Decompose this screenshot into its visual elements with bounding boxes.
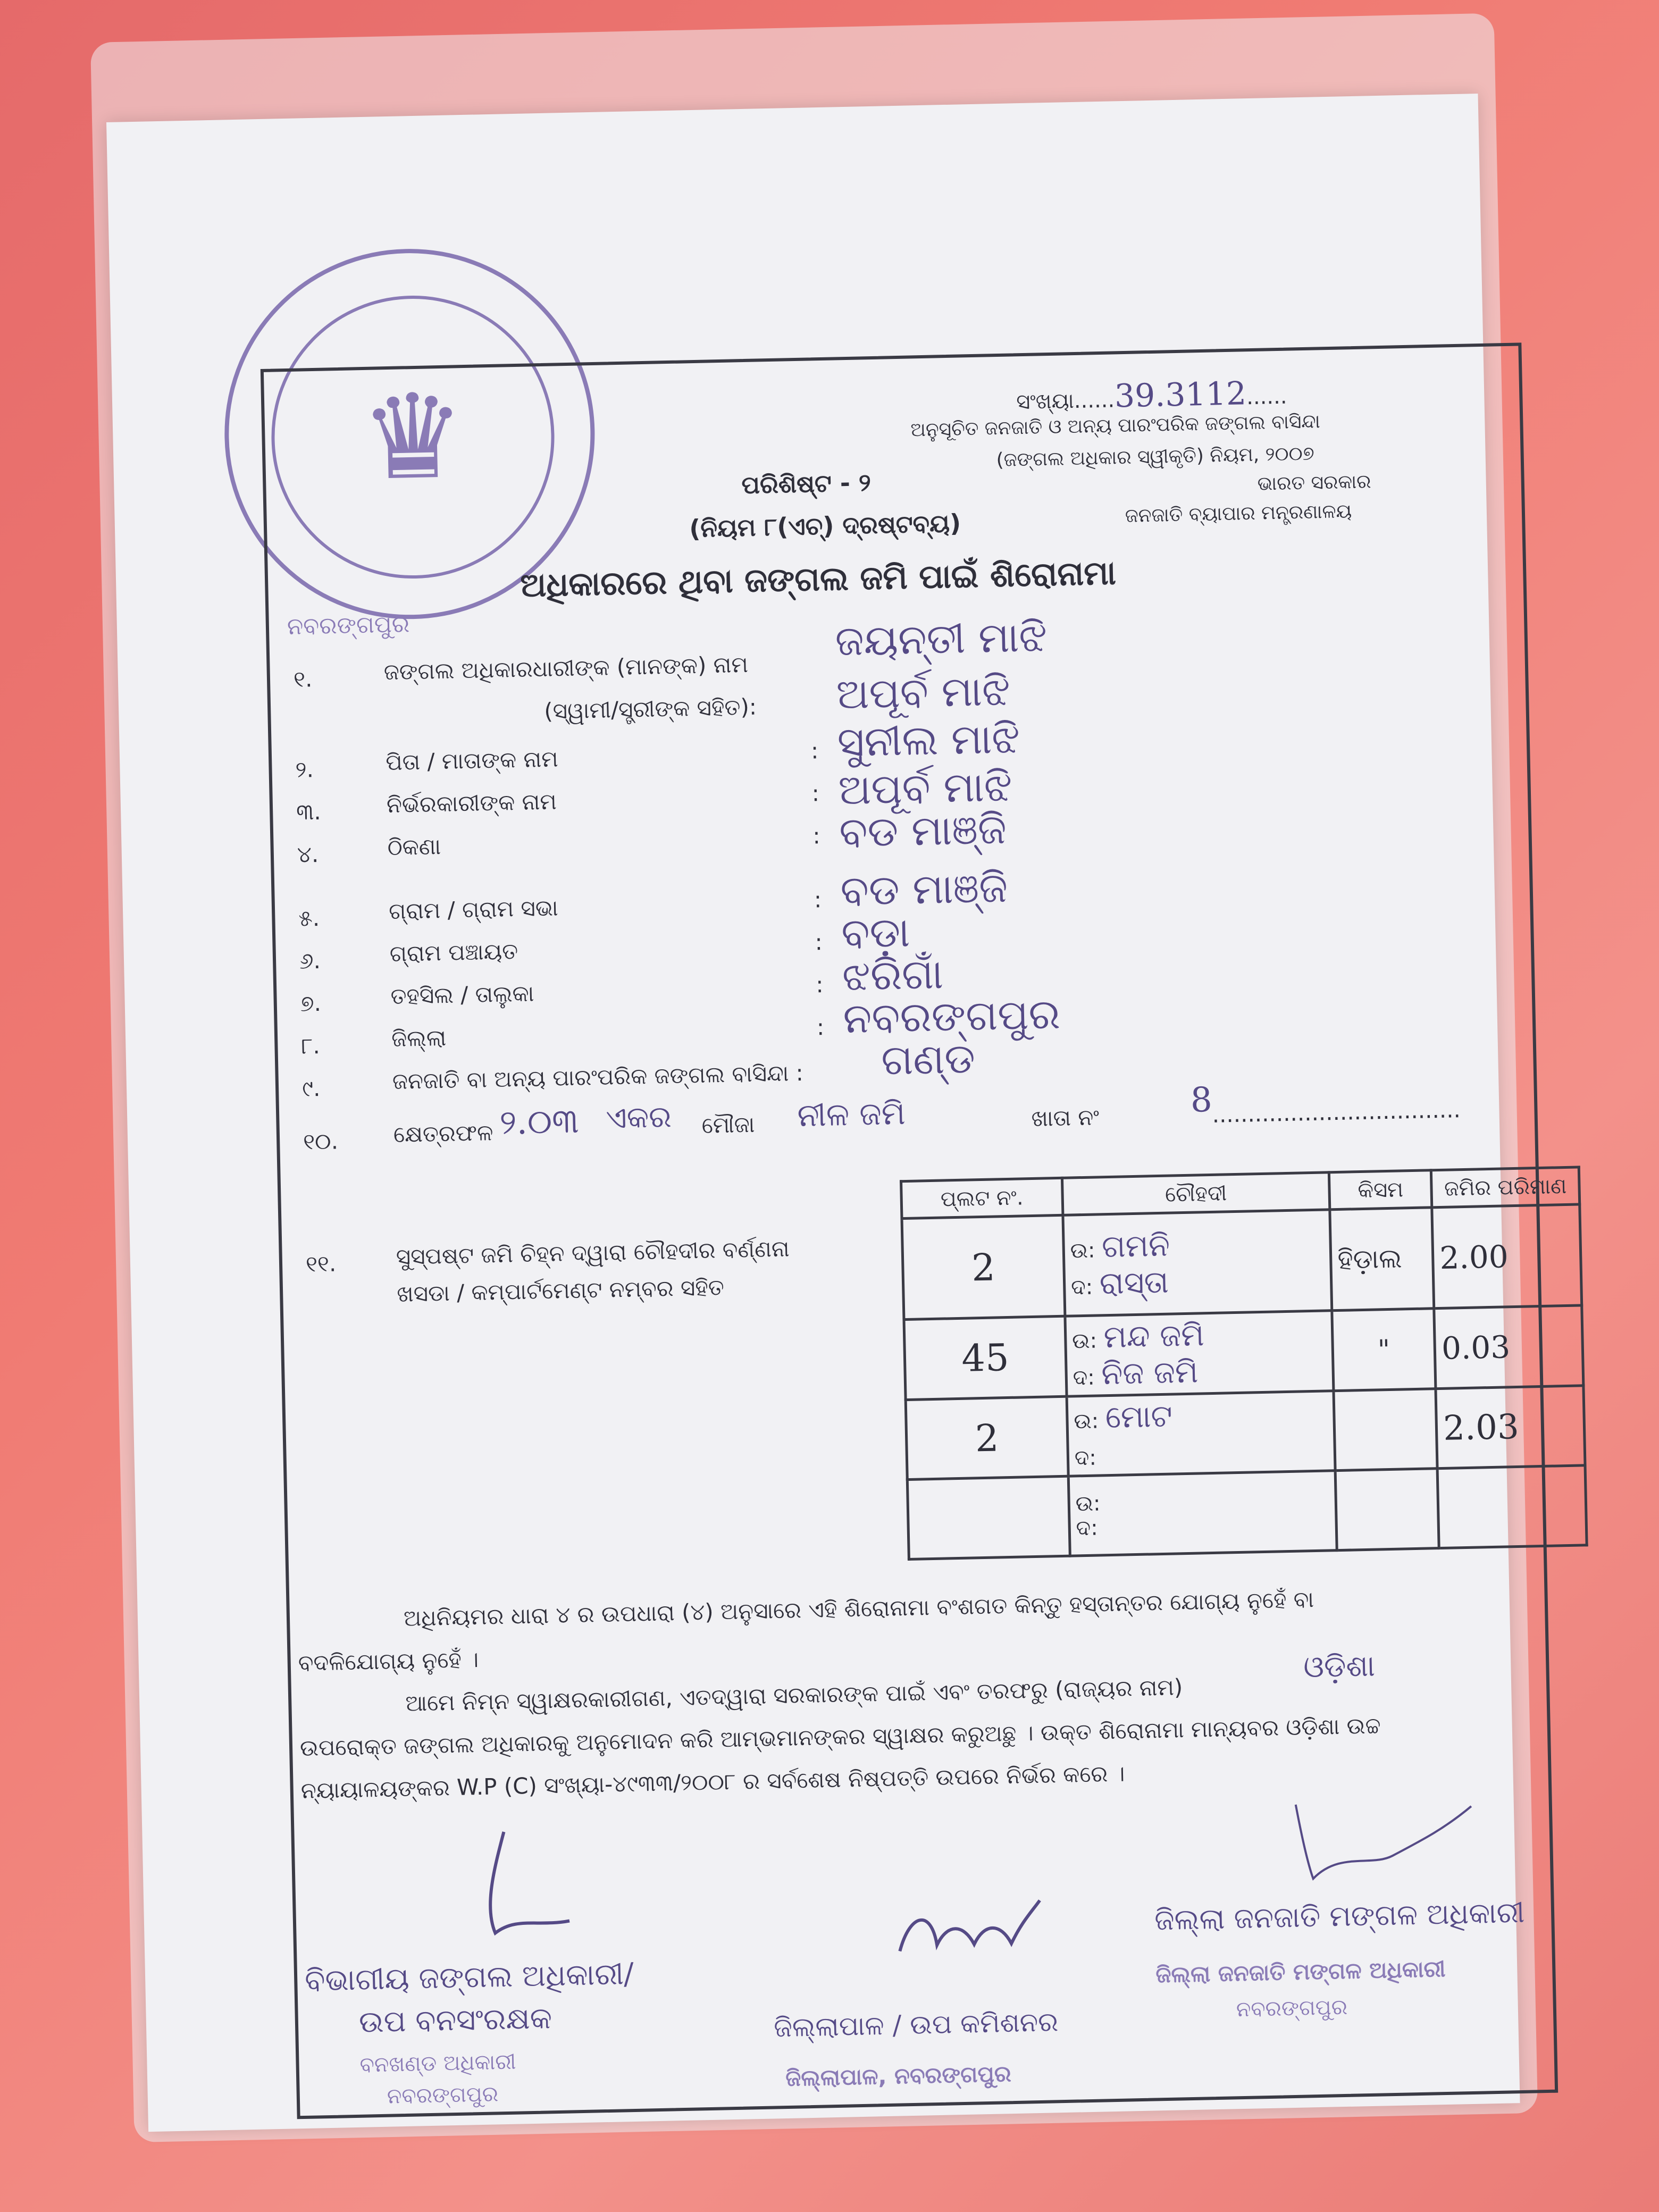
field-num: ୨. xyxy=(295,756,314,783)
seal-text: ନବରଙ୍ଗପୁର xyxy=(287,610,410,641)
plot-number: 2 xyxy=(906,1396,1068,1479)
field-value-district: ନବରଙ୍ଗପୁର xyxy=(842,990,1061,1043)
land-area xyxy=(1437,1465,1587,1548)
field-label-village: ଗ୍ରାମ / ଗ୍ରାମ ସଭା xyxy=(388,894,558,925)
stamp-collector: ଜିଲ୍ଲାପାଳ, ନବରଙ୍ଗପୁର xyxy=(785,2060,1012,2092)
field-value-tehsil: ଝରିଗାଁ xyxy=(842,950,944,1001)
column-header: କିସମ xyxy=(1329,1170,1432,1210)
land-type: " xyxy=(1332,1309,1436,1391)
land-type: ହିଡ଼ାଲ xyxy=(1330,1208,1434,1311)
plot-number: 2 xyxy=(902,1215,1065,1319)
field-num: ୮. xyxy=(300,1032,321,1059)
stamp-dwo: ଜିଲ୍ଲା ଜନଜାତି ମଙ୍ଗଳ ଅଧିକାରୀ xyxy=(1155,1956,1446,1988)
stamp-dfo-place: ନବରଙ୍ଗପୁର xyxy=(387,2082,499,2109)
signature-dfo xyxy=(472,1825,581,1944)
south-value: ରାସ୍ତା xyxy=(1099,1263,1169,1301)
field-num: ୪. xyxy=(297,841,319,868)
dfo-title-1: ବିଭାଗୀୟ ଜଙ୍ଗଲ ଅଧିକାରୀ/ xyxy=(304,1957,634,1998)
boundary-cell xyxy=(1063,1210,1332,1316)
field-label-district: ଜିଲ୍ଲା xyxy=(391,1024,447,1052)
north-prefix: ଉ: xyxy=(1073,1409,1099,1434)
declaration-line-1: ଅଧିନିୟମର ଧାରା ୪ ର ଉପଧାରା (୪) ଅନୁସାରେ ଏହି ଶିରୋନାମା ବଂଶଗତ କିନ୍ତୁ ହସ୍ତାନ୍ତର ଯୋଗ୍ୟ ନୁହେଁ ବା xyxy=(403,1586,1314,1631)
boundary-cell xyxy=(1067,1391,1335,1476)
act-line-2: (ଜଙ୍ଗଲ ଅଧିକାର ସ୍ୱୀକୃତି) ନିୟମ, ୨୦୦୭ xyxy=(996,442,1315,472)
field-label-panchayat: ଗ୍ରାମ ପଞ୍ଚାୟତ xyxy=(389,938,518,967)
field-value-dependent: ଅପୂର୍ବ ମାଝି xyxy=(837,763,1013,815)
field-label-parent: ପିତା / ମାତାଙ୍କ ନାମ xyxy=(385,745,559,776)
land-area: 2.03 xyxy=(1436,1386,1585,1469)
south-prefix: ଦ: xyxy=(1076,1515,1099,1540)
field-value-panchayat: ବଡ଼ା xyxy=(841,908,910,958)
north-prefix: ଉ: xyxy=(1070,1238,1095,1263)
mouza-label: ମୌଜା xyxy=(701,1111,755,1138)
act-line-4: ଜନଜାତି ବ୍ୟାପାର ମନ୍ତ୍ରଣାଳୟ xyxy=(1125,500,1352,527)
north-value: ମନ୍ଦ ଜମି xyxy=(1103,1317,1205,1355)
serial-label: ସଂଖ୍ୟା xyxy=(1016,389,1075,415)
boundary-num: ୧୧. xyxy=(305,1250,337,1277)
declaration-line-4: ଉପରୋକ୍ତ ଜଙ୍ଗଲ ଅଧିକାରକୁ ଅନୁମୋଦନ କରି ଆମ୍ଭମାନଙ୍କର ସ୍ୱାକ୍ଷର କରୁଅଛୁ । ଉକ୍ତ ଶିରୋନାମା ମାନ୍ୟବର ଓଡ଼ିଶା ଉଚ୍ଚ xyxy=(299,1712,1381,1762)
stamp-dfo: ବନଖଣ୍ଡ ଅଧିକାରୀ xyxy=(359,2049,516,2077)
land-type xyxy=(1335,1469,1439,1551)
field-value-village: ବଡ ମାଞ୍ଜି xyxy=(840,864,1008,916)
dfo-title-2: ଉପ ବନସଂରକ୍ଷକ xyxy=(358,2001,552,2040)
serial-row: ସଂଖ୍ୟା......39.3112...... xyxy=(1016,375,1287,415)
land-area: 0.03 xyxy=(1434,1305,1583,1389)
field-label-dependent: ନିର୍ଭରକାରୀଙ୍କ ନାମ xyxy=(386,788,557,818)
column-header: ଜମିର ପରିମାଣ xyxy=(1431,1167,1580,1208)
signature-dwo xyxy=(1285,1796,1478,1885)
table-row xyxy=(902,1204,1582,1320)
mouza-value: ନୀଳ ଜମି xyxy=(797,1094,906,1135)
boundary-label-2: ଖସଡା / କମ୍ପାର୍ଟମେଣ୍ଟ ନମ୍ବର ସହିତ xyxy=(396,1274,725,1308)
south-prefix: ଦ: xyxy=(1073,1365,1095,1390)
north-value: ମୋଟ xyxy=(1105,1397,1173,1436)
field-label-tehsil: ତହସିଲ / ତାଲୁକା xyxy=(390,980,534,1010)
area-value: ୨.୦୩ xyxy=(499,1101,580,1143)
field-label-spouse: (ସ୍ୱାମୀ/ସ୍ତ୍ରୀଙ୍କ ସହିତ): xyxy=(543,693,757,724)
title-document: ♛ ନବରଙ୍ଗପୁର ସଂଖ୍ୟା......39.3112...... ଅନୁସୂଚିତ ଜନଜାତି ଓ ଅନ୍ୟ ପାରଂପରିକ ଜଙ୍ଗଲ ବାସିନ୍ଦା (ଜଙ୍ଗଲ ଅଧିକାର ସ୍ୱୀକୃତି) ନିୟମ, ୨୦୦୭ ଭାରତ ସରକାର ଜନଜାତି ବ୍ୟାପାର ମନ୍ତ୍ରଣାଳୟ ପରିଶିଷ୍ଟ - ୨ (ନିୟମ ୮(ଏଚ୍) ଦ୍ରଷ୍ଟବ୍ୟ) ଅଧିକାରରେ ଥିବା ଜଙ୍ଗଲ ଜମି ପାଇଁ ଶିରୋନାମା ୧. ଜଙ୍ଗଲ ଅଧିକାରଧାରୀଙ୍କ (ମାନଙ୍କ) ନାମ ଜୟନ୍ତୀ ମାଝି (ସ୍ୱାମୀ/ସ୍ତ୍ରୀଙ୍କ ସହିତ): ଅପୂର୍ବ ମାଝି ୨. ପିତା / ମାତାଙ୍କ ନାମ : ସୁନୀଲ ମାଝି ୩. ନିର୍ଭରକାରୀଙ୍କ ନାମ : ଅପୂର୍ବ ମାଝି ୪. ଠିକଣା : ବଡ ମାଞ୍ଜି ୫. ଗ୍ରାମ / ଗ୍ରାମ ସଭା : ବଡ ମାଞ୍ଜି ୬. ଗ୍ରାମ ପଞ୍ଚାୟତ : ବଡ଼ା ୭. ତହସିଲ / ତାଲୁକା : ଝରିଗାଁ ୮. ଜିଲ୍ଲା : ନବରଙ୍ଗପୁର ୯. ଜନଜାତି ବା ଅନ୍ୟ ପାରଂପରିକ ଜଙ୍ଗଲ ବାସିନ୍ଦା : ଗଣ୍ଡ ୧୦. କ୍ଷେତ୍ରଫଳ ୨.୦୩ ଏକର ମୌଜା ନୀଳ ଜମି ଖାତା ନଂ 8 ................................... ୧୧. ସୁସ୍ପଷ୍ଟ ଜମି ଚିହ୍ନ ଦ୍ୱାରା ଚୌହଦୀର ବର୍ଣ୍ଣନା ଖସଡା / କମ୍ପାର୍ଟମେଣ୍ଟ ନମ୍ବର ସହିତ ପ୍ଲଟ ନଂ. ଚୌହଦୀ କିସମ ଜମିର ପରିମାଣ 2 ଉ: ଗମନି ଦ: ରାସ୍ତା ହିଡ଼ାଲ 2.00 45 ଉ: ମନ୍ଦ ଜମି ଦ: ନିଜ ଜମି " 0.03 2 ଉ: ମୋଟ ଦ: 2.03 ଉ: ଦ: ଅଧିନିୟମର ଧାରା ୪ ର ଉପଧାରା (୪) ଅନୁସାରେ ଏହି ଶିରୋନାମା ବଂଶଗତ କିନ୍ତୁ ହସ୍ତାନ୍ତର ଯୋଗ୍ୟ ନୁହେଁ ବା ବଦଳିଯୋଗ୍ୟ ନୁହେଁ । ଆମେ ନିମ୍ନ ସ୍ୱାକ୍ଷରକାରୀଗଣ, ଏତଦ୍ୱାରା ସରକାରଙ୍କ ପାଇଁ ଏବଂ ତରଫରୁ (ରାଜ୍ୟର ନାମ) ଓଡ଼ିଶା ଉପରୋକ୍ତ ଜଙ୍ଗଲ ଅଧିକାରକୁ ଅନୁମୋଦନ କରି ଆମ୍ଭମାନଙ୍କର ସ୍ୱାକ୍ଷର କରୁଅଛୁ । ଉକ୍ତ ଶିରୋନାମା ମାନ୍ୟବର ଓଡ଼ିଶା ଉଚ୍ଚ ନ୍ୟାୟାଳୟଙ୍କର W.P (C) ସଂଖ୍ୟା-୪୯୩୩/୨୦୦୮ ର ସର୍ବଶେଷ ନିଷ୍ପତ୍ତି ଉପରେ ନିର୍ଭର କରେ । ବିଭାଗୀୟ ଜଙ୍ଗଲ ଅଧିକାରୀ/ ଉପ ବନସଂରକ୍ଷକ ବନଖଣ୍ଡ ଅଧିକାରୀ ନବରଙ୍ଗପୁର ଜିଲ୍ଲାପାଳ / ଉପ କମିଶନର ଜିଲ୍ଲାପାଳ, ନବରଙ୍ଗପୁର ଜିଲ୍ଲା ଜନଜାତି ମଙ୍ଗଳ ଅଧିକାରୀ ଜିଲ୍ଲା ଜନଜାତି ମଙ୍ଗଳ ଅଧିକାରୀ ନବରଙ୍ଗପୁର xyxy=(106,94,1520,2132)
declaration-line-5: ନ୍ୟାୟାଳୟଙ୍କର W.P (C) ସଂଖ୍ୟା-୪୯୩୩/୨୦୦୮ ର ସର୍ବଶେଷ ନିଷ୍ପତ୍ତି ଉପରେ ନିର୍ଭର କରେ । xyxy=(300,1760,1125,1804)
boundary-cell xyxy=(1065,1311,1334,1396)
field-num: ୩. xyxy=(296,798,322,825)
boundary-cell xyxy=(1068,1471,1337,1556)
table-row xyxy=(906,1386,1585,1480)
document-title: ଅଧିକାରରେ ଥିବା ଜଙ୍ଗଲ ଜମି ପାଇଁ ଶିରୋନାମା xyxy=(520,553,1117,605)
north-prefix: ଉ: xyxy=(1071,1328,1097,1354)
act-line-1: ଅନୁସୂଚିତ ଜନଜାତି ଓ ଅନ୍ୟ ପାରଂପରିକ ଜଙ୍ଗଲ ବାସିନ୍ଦା xyxy=(910,410,1321,441)
field-label-address: ଠିକଣା xyxy=(387,833,441,861)
act-line-3: ଭାରତ ସରକାର xyxy=(1257,471,1371,495)
south-prefix: ଦ: xyxy=(1070,1275,1093,1300)
land-area: 2.00 xyxy=(1432,1204,1582,1309)
field-value-tribe: ଗଣ୍ଡ xyxy=(881,1035,976,1085)
north-value: ଗମନି xyxy=(1101,1227,1170,1264)
serial-number: 39.3112 xyxy=(1114,375,1247,415)
state-name: ଓଡ଼ିଶା xyxy=(1303,1648,1376,1685)
field-value-address: ବଡ ମାଞ୍ଜି xyxy=(839,805,1007,857)
field-label-tribe: ଜନଜାତି ବା ଅନ୍ୟ ପାରଂପରିକ ଜଙ୍ଗଲ ବାସିନ୍ଦା : xyxy=(392,1059,804,1095)
boundary-label-1: ସୁସ୍ପଷ୍ଟ ଜମି ଚିହ୍ନ ଦ୍ୱାରା ଚୌହଦୀର ବର୍ଣ୍ଣନା xyxy=(396,1235,790,1270)
field-num: ୫. xyxy=(298,904,320,932)
field-value-spouse: ଅପୂର୍ବ ମାଝି xyxy=(835,667,1011,719)
plot-number xyxy=(907,1476,1070,1559)
field-value-parent: ସୁନୀଲ ମାଝି xyxy=(836,715,1020,767)
area-num: ୧୦. xyxy=(303,1128,339,1155)
field-value-holder-name: ଜୟନ୍ତୀ ମାଝି xyxy=(834,613,1048,666)
table-row xyxy=(907,1465,1587,1560)
plot-number: 45 xyxy=(904,1316,1067,1400)
column-header: ପ୍ଲଟ ନଂ. xyxy=(901,1178,1063,1218)
emblem-icon: ♛ xyxy=(269,293,557,582)
stamp-dwo-place: ନବରଙ୍ଗପୁର xyxy=(1236,1995,1348,2022)
signature-collector xyxy=(888,1890,1049,1967)
field-num: ୯. xyxy=(301,1075,321,1102)
south-value: ନିଜ ଜମି xyxy=(1101,1353,1199,1392)
rule-label: (ନିୟମ ୮(ଏଚ୍) ଦ୍ରଷ୍ଟବ୍ୟ) xyxy=(689,508,961,543)
field-num: ୧. xyxy=(293,666,313,692)
area-unit: ଏକର xyxy=(605,1100,672,1136)
field-label-holder-name: ଜଙ୍ଗଲ ଅଧିକାରଧାରୀଙ୍କ (ମାନଙ୍କ) ନାମ xyxy=(383,651,749,685)
collector-title: ଜିଲ୍ଲାପାଳ / ଉପ କମିଶନର xyxy=(773,2006,1059,2043)
annex-label: ପରିଶିଷ୍ଟ - ୨ xyxy=(741,468,872,500)
table-row xyxy=(904,1305,1583,1400)
khata-value: 8 xyxy=(1190,1080,1213,1120)
area-label: କ୍ଷେତ୍ରଫଳ xyxy=(393,1119,493,1148)
field-num: ୬. xyxy=(299,947,321,974)
column-header: ଚୌହଦୀ xyxy=(1062,1172,1330,1216)
dwo-title: ଜିଲ୍ଲା ଜନଜାତି ମଙ୍ଗଳ ଅଧିକାରୀ xyxy=(1154,1895,1525,1937)
declaration-line-2: ବଦଳିଯୋଗ୍ୟ ନୁହେଁ । xyxy=(298,1646,479,1677)
north-prefix: ଉ: xyxy=(1075,1490,1101,1516)
declaration-line-3: ଆମେ ନିମ୍ନ ସ୍ୱାକ୍ଷରକାରୀଗଣ, ଏତଦ୍ୱାରା ସରକାରଙ୍କ ପାଇଁ ଏବଂ ତରଫରୁ (ରାଜ୍ୟର ନାମ) xyxy=(405,1674,1183,1716)
land-type xyxy=(1334,1389,1437,1471)
field-num: ୭. xyxy=(300,990,322,1017)
boundary-table xyxy=(900,1166,1588,1561)
south-prefix: ଦ: xyxy=(1074,1445,1097,1471)
fields-list: ୧. ଜଙ୍ଗଲ ଅଧିକାରଧାରୀଙ୍କ (ମାନଙ୍କ) ନାମ ଜୟନ୍ତୀ ମାଝି (ସ୍ୱାମୀ/ସ୍ତ୍ରୀଙ୍କ ସହିତ): ଅପୂର୍ବ ମାଝି ୨. ପିତା / ମାତାଙ୍କ ନାମ : ସୁନୀଲ ମାଝି ୩. ନିର୍ଭରକାରୀଙ୍କ ନାମ : ଅପୂର୍ବ ମାଝି ୪. ଠିକଣା : ବଡ ମାଞ୍ଜି ୫. ଗ୍ରାମ / ଗ୍ରାମ ସଭା : ବଡ ମାଞ୍ଜି ୬. ଗ୍ରାମ ପଞ୍ଚାୟତ : ବଡ଼ା ୭. ତହସିଲ / ତାଲୁକା : ଝରିଗାଁ ୮. ଜିଲ୍ଲା : ନବରଙ୍ଗପୁର ୯. ଜନଜାତି ବା ଅନ୍ୟ ପାରଂପରିକ ଜଙ୍ଗଲ ବାସିନ୍ଦା : ଗଣ୍ଡ xyxy=(293,613,1061,1102)
khata-label: ଖାତା ନଂ xyxy=(1031,1104,1100,1132)
